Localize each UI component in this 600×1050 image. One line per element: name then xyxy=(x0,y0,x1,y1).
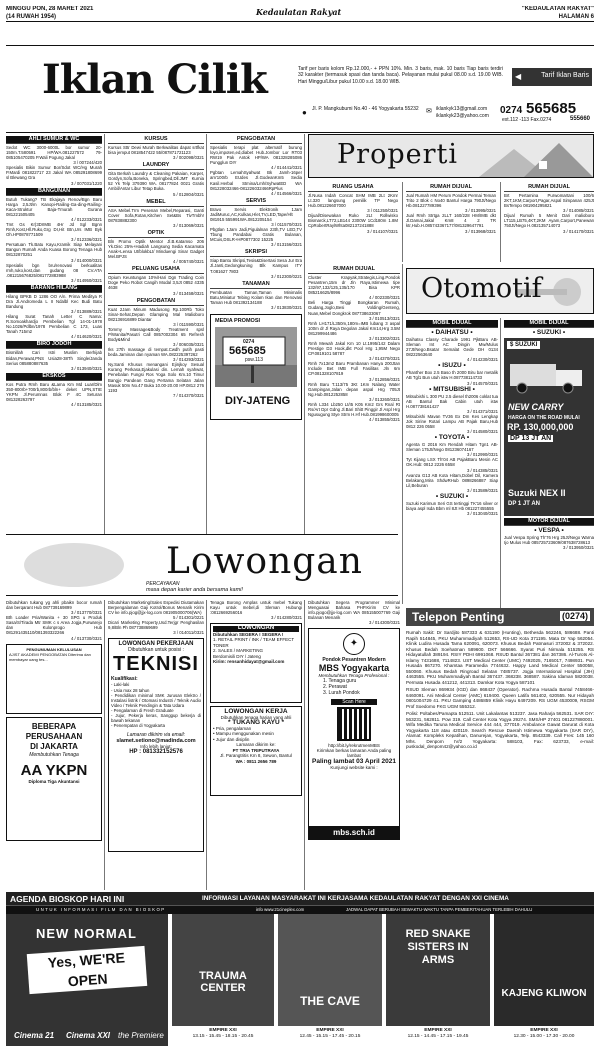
classified-ad: Rmh 7x13m2 Baru Prambanan Hanya 200Jtan Include Bet IMB Full Fasilitas Jln 6m CP.081328107819 xyxy=(308,361,400,377)
bioskop-header xyxy=(6,892,594,906)
telepon-penting-header xyxy=(406,608,594,626)
classified-ad: Dibutuhkan Segera Programmer Minimal Menguasai Bahasa PHP.Kirim CV ke info.pjogo@jjx-log.com WA 085155007769 Gaji Bulanan Menarik xyxy=(308,600,400,621)
section-mobil-dijual: MOBIL DIJUAL xyxy=(504,320,594,328)
ad-code: 3 / 014107/0321 xyxy=(366,228,398,234)
ad-code: 7 / 014370/0321 xyxy=(172,392,204,398)
section-kursus: KURSUS xyxy=(108,136,204,144)
ad-code: 3 / 002098/0321 xyxy=(172,155,204,161)
lowongan-kerja-toner-ad xyxy=(210,623,302,703)
classified-ad: Kursus Sttr Dewi Murah Berkwalitas dapat srtfkat bisa jemput 0818547422 55/087871721123 xyxy=(108,145,204,156)
classified-ad: Pembuatan Taman,Taman Minimalis Batu,Miniatur Tebing Kolam Ikan dan Renovasi Taman Hub 081392134188 xyxy=(210,289,302,305)
section-bangunan: BANGUNAN xyxy=(6,188,102,196)
ad-code: 3 / 013770/0321 xyxy=(70,610,102,616)
poster-title: RED SNAKE SISTERS IN ARMS xyxy=(405,928,471,966)
classified-ad: Ny.Santi Khusus menangani Ejinjkoy Sesual Kurang Perkasa,Ejakulasi din. Lemah syahwat, Penebalan Fungsi Ros Yoga Solo Km.10 Timur Bangjo Pandean Gang Pertama Selatan Jalan Masuk 50m No.47 Buka 10.00-20.00 HP.0812 276 1193 xyxy=(108,362,204,393)
mobil-dijual-column xyxy=(406,318,498,608)
section-title: Iklan Cilik xyxy=(42,56,267,103)
theater-name: EMPIRE XXI xyxy=(209,1028,237,1033)
teknisi-q: - Pendidikan minimal SMK Jurusan Elektro / Instalasi listrik / Otomasi Industri / Teknik Audio Video / Teknik Pendingin & Tata Udara xyxy=(111,692,201,708)
showtimes: 12.15 - 14.45 - 17.15 - 19.45 xyxy=(407,1034,469,1039)
megaphone-icon: ◀ xyxy=(515,72,522,81)
classified-ad: Phanther Box 2.5 Baso th 2000 Biru bar metalik AB Tgl1 Bun utuh istw H.087738114733 xyxy=(406,370,498,381)
ad-code: 3 / 014000/0321 xyxy=(70,257,102,263)
phone-ext: ext.112 -113 Fax.0274 xyxy=(502,117,552,123)
classified-ad: Mitsubishi Mavan TV36 Ex Dm Kes Lengkap Jok Sirine Rotari Lampu AB Pajak Baru,Hub 0812 226 0558 xyxy=(406,413,498,430)
section-mebel: MEBEL xyxy=(108,199,204,207)
car-nex: Suzuki NEX II xyxy=(508,488,566,498)
classified-ad: Kos Putra Rmh Baru &Lama Km Md Luar/Dlm 350-800rb+700rb,800rb/bln+ deket UPN,STIE YKPN Jl.Perumnas Blok F 4C Seturan 081328263797 xyxy=(6,381,102,402)
ad-code: 3 / 014085/0321 xyxy=(562,208,594,214)
ad-code: 3 / 014293/0321 xyxy=(172,357,204,363)
tk-company: PT TRIA TRIPUTRAYA xyxy=(232,747,280,753)
ad-code: 3 / 007031/1220 xyxy=(70,180,102,186)
car-ad-text: HARGA ON THE ROAD MULAI xyxy=(508,415,580,421)
aa-ykpn-logo: AA YKPN xyxy=(20,761,88,779)
ad-code: 3 / 013069/0321 xyxy=(172,222,204,228)
qr-code-icon xyxy=(337,707,371,741)
classified-column-3 xyxy=(210,134,302,534)
section-mobil-dijual: MOBIL DIJUAL xyxy=(406,320,498,328)
teknisi-q: - Usia max 28 tahun xyxy=(111,687,150,693)
email-icon: ✉ xyxy=(426,108,432,115)
poster-title: TRAUMA CENTER xyxy=(199,970,247,994)
classified-ad: Jual Vespa Spring Th'76 Hrg 25Jt/Nego Warna Ijo Mulus Hub 085725723609/087638728613 xyxy=(504,535,594,546)
email-2: iklankyk23@yahoo.com xyxy=(436,113,489,119)
ad-code: 3 / 014370/0321 xyxy=(368,356,400,362)
classified-ad: Dicari Marketing Property,Usd.Terjgr Penghasilan 9,8/Bln Ph 087738869699 xyxy=(108,620,204,631)
classified-ad: Gita Berkah Laundry & Cleaning Pakaian, Karpet, Gordyn,Sofa,Boneka, Springbed,Dll.JMT Kurnia 52 Yk Telp 379390 WA. 08177824 0021 Gratis Ambil/Antar Libur Tetap Buka. xyxy=(108,171,204,192)
classified-ad: Avanza G13 AB Kota Hitam,Dobel Dil, Kamera Belakang,Mira ShdwRHub 0898266887 Siap Lil,Beburan xyxy=(406,472,498,488)
bp-line2: PERUSAHAAN xyxy=(25,731,83,741)
showtimes: 13.15 - 15.45 - 18.15 - 20.45 xyxy=(192,1034,254,1039)
ad-code: 3 / 012300/0221 xyxy=(270,273,302,279)
teknisi-q: - Pengalaman di Fresh Graduate xyxy=(111,707,174,713)
lowongan-tag1: PERCAYAKAN xyxy=(146,581,180,587)
classified-ad: Tenaga Borong Amplas untuk mebel Tukang Kayu untuk mebel,di Sleman Hubungi :0812669256016 xyxy=(210,600,302,616)
ad-code: 3 / 013458/0321 xyxy=(172,290,204,296)
classified-ad: ASA Mebel.Trm Pesenan Mebel,Reparasi, Ganti Cover Sofa,Rotan,Kitchen Set&Bs TivTmbh! 087838882300 xyxy=(108,207,204,223)
ad-code: 3 / 013889/0321 xyxy=(70,309,102,315)
address-pin-icon: ● xyxy=(302,108,307,117)
classified-ad: Persatuan Tk.Batu Kayu,Kramik Siap Melayani Bangun Rumah Anda Kuasa Borong Tenaga Hub 08132870251 xyxy=(6,242,102,258)
movie-poster-cave xyxy=(278,914,382,1026)
mbs-web: mbs.sch.id xyxy=(309,826,399,839)
otomotif-header xyxy=(406,268,594,314)
lk-header: LOWONGAN xyxy=(213,626,299,632)
lowongan-title: Lowongan xyxy=(166,541,363,582)
tk-line: WA : 0811 2656 789 xyxy=(235,758,277,764)
classified-ad: Dijual Rumah 5 Menit Dari malioboro LT115,LB75,4KT,2KM Ayam,Carport,Panewan 750Jt/Nego H.082135714073 xyxy=(504,213,594,229)
mbs-req: 3. Lurah Pondok xyxy=(323,690,360,697)
ad-code: 3 / 012336/0321 xyxy=(70,237,102,243)
ad-code: 4 / 005740/0321 xyxy=(172,259,204,265)
section-barang-hilang: BARANG HILANG xyxy=(6,285,102,293)
classified-ad: Hilang Surat Tanah Letter C Nama: R.Somoakhardjo Pembelian Tgl 14-01-1978 No.1026/Pdlbn/1978 Pembelian C 173, Luas Tanah 715m2 xyxy=(6,314,102,335)
properti-header xyxy=(308,134,594,178)
classified-ad: Dibutuhkan tukang yg ahli pbaikn bocor rumah dan berqarant Hub 087739169899 xyxy=(6,600,102,611)
ad-code: 3 / 014950/0321 xyxy=(70,277,102,283)
phone-number: 565685 xyxy=(526,100,577,117)
tarif-badge: ◀ Tarif Iklan Baris xyxy=(512,68,592,86)
car-model: NEW CARRY xyxy=(508,402,564,412)
handshake-illustration xyxy=(14,535,134,595)
page-number: HALAMAN 6 xyxy=(558,14,594,20)
strip-mid: info www.21cineplex.com xyxy=(256,907,305,912)
tk-line: • Jujur dan disiplin xyxy=(213,736,250,742)
classified-ad: Tommy Massage&Body Treatment spsl P/Wanita/Pasutri Call 0857002304 65 Refresh Body&Mind xyxy=(108,326,204,342)
ad-code: 4 / 002330/0321 xyxy=(368,295,400,301)
section-rumah-dijual: RUMAH DIJUAL xyxy=(406,184,496,192)
teknisi-q: - Laki-laki xyxy=(111,682,130,688)
classified-ad: Kuat 2Jam Minum Madusong Rp.100Rb Toko Sinar-Sehat,Depan Glamping Mal Malioboro 082136916899 Diantar xyxy=(108,306,204,322)
address: Jl. P. Mangkubumi No.40 - 46 Yogyakarta 55232 xyxy=(312,106,419,112)
properti-title: Properti xyxy=(337,139,458,170)
issue-date: MINGGU PON, 28 MARET 2021 xyxy=(6,6,94,12)
classified-ad: Pbgtlan 1Jam Jadi,Pigulalnan 23th,TV LED,TV Tbung Pandabai Gratis Bulanan, MCuis,DSLR+HP0877302 15225 xyxy=(210,227,302,243)
section-pengobatan: PENGOBATAN xyxy=(108,298,204,306)
classified-ad: Agenta G 2016 Km Rendah Hitam Tgn1 AB-Sleman 175Jt/Nego 081236074167 xyxy=(406,442,498,453)
section-motor-dijual: MOTOR DIJUAL xyxy=(504,518,594,526)
logo-cinema21: Cinema 21 xyxy=(14,1031,55,1040)
classified-ad: Bismillah Cari Istri Muslim Berhijab Bidan,Perawat,PNS Usia28-38Th Single/Janda Serius 085880887635 xyxy=(6,350,102,366)
mbs-req: 1. Tenaga guru xyxy=(323,678,357,685)
mbs-name: MBS Yogyakarta xyxy=(318,663,390,674)
ad-code: 5 / 012804/0321 xyxy=(172,191,204,197)
classified-ad: Bravo Servis Elektronik 1Jam JadiMuruc,AC,Kulkas,Hlet,TV,LED,Tape/Hlt 081915 555991WA.0812205154 xyxy=(210,206,302,222)
section-biro-jodoh: BIRO JODOH xyxy=(6,341,102,349)
bp-line3: DI JAKARTA xyxy=(30,741,78,751)
ad-code: 3 / 014570/0321 xyxy=(466,380,498,386)
tukang-kayu-ad xyxy=(210,706,302,796)
teknisi-ad xyxy=(108,638,204,852)
lowongan-column-3 xyxy=(210,600,302,890)
schedule-2 xyxy=(278,1028,382,1040)
ad-code: 3 / 013830/0321 xyxy=(270,304,302,310)
pengumuman-text: AJIST AKADEMI PENGOBATAN Diterima dan membayar uang tes... xyxy=(9,651,91,662)
brand-daihatsu: • DAIHATSU • xyxy=(431,329,473,336)
media-promosi-title: MEDIA PROMOSI xyxy=(215,317,261,324)
brand-mitsubishi: • MITSUBISHI • xyxy=(429,385,475,393)
car-dp-line: DP 1 JT AN xyxy=(508,501,541,507)
section-peluang-usaha: PELUANG USAHA xyxy=(108,266,204,274)
telepon-polisi: Polisi: Poltabes/Pamapta 512511. Unit Lakalantas 513237. Jasa Raharja 562531. SAR DIY: 563231, 562811. Pow 319. Call Center Kota Yogya 29274. SMS/HP 27401 081227880001. Wifa Medika Taruna Medical Service 444 444, 377019. Ambulance Gawat Darurat di Kota Yogyakarta 118 atau 420119. Search Rescue Daerah Istimewa Yogyakarta (SAR DIY), Alamat: Kompleks Kepatihan, Danurejan, Yogyakarta, Telp. 8543339. Call Fres: 145 160 Mhs. Denpom IV/2 Yogyakarta: 588103, Fax: 623733, e-mail: puskodal_denpom42@yahoo.co.id xyxy=(406,711,594,749)
ad-code: 4 / 013185/0321 xyxy=(70,402,102,408)
classified-ad: Cluster Krapyak,Strategis,Ling.Pondok Pesantren,15m dr Jln Raya,Istimewa tipe 132/97,132/125,135/170 Bisa KPR 085216625/8996 xyxy=(308,275,400,296)
telepon-title: Telepon Penting xyxy=(412,610,505,624)
teknisi-hp: HP : 081332152576 xyxy=(129,749,183,756)
schedule-4 xyxy=(494,1028,594,1040)
teknisi-kualifikasi: Kualifikasi: xyxy=(111,676,138,683)
classified-ad: Rmh L334 Lb250 Lt/I5 K05 Km2 Grs Rnal Rt Rs/Art Dpr Gdng Jl.Bari Shitt Pinggir Jl Aspl Hrg Ngusugung Stye Strm H.Hf Hub.081998600005 xyxy=(308,401,400,417)
ad-code: 3 / 014300/0321 xyxy=(368,620,400,626)
mobil-dijual-column-2 xyxy=(504,318,594,608)
section-tanaman: TANAMAN xyxy=(210,281,302,289)
classified-ad: Opium Keuntungan 10%/Hari Dgn Trading Coin Doge Peko Robot Cangih Modal 3,5Jt 0852 4335 4638 xyxy=(108,275,204,291)
car-dp: DP 13 JT AN xyxy=(510,435,552,442)
ad-code: 4 / 014566/0321 xyxy=(270,190,302,196)
ad-code: 3 / 010513/0321 xyxy=(368,315,400,321)
ad-code: 3 / 014280/0321 xyxy=(270,615,302,621)
classified-ad: Sedot WC 3000-6000L bor sumur 20-150m.T.580591 HP/WA.081227572 79-085105470205 P.Wali Pogung Jakal xyxy=(6,145,102,161)
ad-code: 3 / 011250/0321 xyxy=(367,208,398,214)
tk-header: LOWONGAN KERJA xyxy=(224,708,288,716)
mbs-line: Kunjungi website kami : xyxy=(330,765,378,771)
teknisi-sub: Dibutuhkan untuk posisi : xyxy=(128,647,184,654)
movie-poster-red-snake xyxy=(386,914,490,1026)
ad-code: 3 / 013156/0321 xyxy=(270,242,302,248)
suzuki-logo: $ SUZUKI xyxy=(507,341,540,349)
classified-ad: Spesialis bgn bru/renovasi berkualitas rmh,ruko,kost,dan gudang 08 CV.ATA .081215676825/081772883988 xyxy=(6,262,102,278)
classified-ad: Daihatsu Classy Charade 1991 PjkBaru AB-Sleman Int AC Dingin Mw/Mulus 27Jt/Nego.Bsatar Semalat Gede DH 0134 08222563640 xyxy=(406,337,498,358)
mp-brand: DIY-JATENG xyxy=(225,394,291,407)
fax-number: 555660 xyxy=(570,116,591,122)
lowongan-tag2: masa depan karier anda bersama kami! xyxy=(146,587,243,593)
logo-cinemaxxi: Cinema XXI xyxy=(66,1031,111,1040)
iklan-cilik-banner xyxy=(6,28,594,132)
pengumuman-box xyxy=(6,644,102,714)
classified-ad: Tmt Gs Kr)3DrIMB 4Hr Jd Sgl Bgnn Rmh,Kost,Hll.Ruko,Grg DI,Hit Btn,Urs IMB Byk Oh.HP0878771509 xyxy=(6,221,102,238)
classified-ad: Tyt Kijang LSX Th'04 AB PajakBaru Mesin AC OK.Hub: 0812 2226 6558 xyxy=(406,457,498,468)
mp-phone-prefix: 0274 xyxy=(243,338,255,345)
classified-ad: Butuh Tukang? TB Ekajaya Renov/Bgn Baru Harga 2,5Jt/m Kanopi-Railing-Ga-ding-Railing-Kaca-Struktur Baja-Tmurah Gurana 081221505405 xyxy=(6,196,102,217)
brand-isuzu: • ISUZU • xyxy=(438,362,466,370)
teknisi-q: - Penempatan di Yogyakarta xyxy=(111,723,165,729)
schedule-1 xyxy=(172,1028,274,1040)
bioskop-strip xyxy=(6,906,594,914)
ad-code: 5 / 014301/0221 xyxy=(172,615,204,621)
classified-ad: Beli Harga Tinggi Bongkaran Rumah, Gudang,Joglo,Besi Volding/Genteng, Nuan,Mebel Dongkrok 087738633067 xyxy=(308,300,400,316)
lk-line: Dibutuhkan SEGERA ! SEGERA ! xyxy=(213,631,284,637)
telepon-rs: Rumah Sakit: Dr Sardjito 587333 & 631190 (Hunting), Bethesda 562246, 586688. Panti Rapih 514845, PKU Muhammadiyah 512653, RS-UD Kota 371195. Mata Dr Yap 562054. Klinik Ludira Husada Tama 620091, 620073. Khusus Bedah Patmasuri 372002 & 372022. Khusus Bedah Soehatman 589600. DKT 566666. Syarat Puri Nirmala 515255. RS Hidayatullah 389194. RSIY PDHI 6991068. RSUD Bantul 367381 dan 367386. Al-Turots Al-Islamy 7431688, 7114823. UST Medical Center (UMC) 7492025, 7165017, 7498931. Pun Husada 867270. Khamtaa Paramedia 7744632. Happy Land Medical Center 550058, 550060. Khusus Bedah Ringroad Selatan 7485737. Jogja International Hospital (JIH) 4463555. PKU Muhammadiyah Bantul 367437. 368238. 368587. Sakina Idaman 5820038. Permata Husada 441212, 441313. Damkar Kota Yogya 587101 xyxy=(406,630,594,685)
ad-code: 3 / 014371/0321 xyxy=(466,408,498,414)
brand-suzuki: • SUZUKI • xyxy=(532,329,566,336)
classified-ad: Iks 27th massage di tempat.Cwdh putih pasti beda.Jaminan dan nyaman WA.082225397262 xyxy=(108,347,204,358)
teknisi-big: TEKNISI xyxy=(113,653,199,676)
tk-line: Dibutuhkan tenaga harian yang ahli xyxy=(220,714,292,720)
ad-code: 3 / 011590/0321 xyxy=(173,321,204,327)
tk-big: * TUKANG KAYU * xyxy=(227,719,285,727)
classified-ad: Dijual/Disewakan Ruko 2Lt Rollwisko Bismarck,LT72,LB144 2300W 1Cd180m 1.8M CpRobertRaylWhta082137241888 xyxy=(308,213,398,229)
classified-ad: Spesialis Bikin Sumur Bor/Sdot WC/Hg Murah P.Mardi 081822717 23 Jakal WA 085291808699 sl Blewang Gra xyxy=(6,165,102,181)
mbs-deadline: Paling lambat 03 April 2021 xyxy=(312,758,396,766)
theater-name: EMPIRE XXI xyxy=(424,1028,452,1033)
lowongan-banner xyxy=(6,534,398,596)
lowongan-column-4 xyxy=(308,600,400,890)
ad-code: 3 / 013589/0321 xyxy=(466,487,498,493)
ad-code: 3 / 014385/0321 xyxy=(466,467,498,473)
section-ruang-usaha: RUANG USAHA xyxy=(308,184,398,192)
theater-name: EMPIRE XXI xyxy=(316,1028,344,1033)
ad-code: 3 / 011570/0321 xyxy=(271,222,302,228)
mbs-sub: Membutuhkan Tenaga Profesional : xyxy=(318,673,390,679)
mbs-line: Kirimkan berkas lamaran Anda paling lambat xyxy=(316,748,392,759)
ad-code: 3 / 013995/0321 xyxy=(464,208,496,214)
masthead-logo: Kedaulatan Rakyat xyxy=(256,7,342,17)
section-rumah-dijual: RUMAH DIJUAL xyxy=(308,266,400,274)
ad-code: 3 / 007244/420 xyxy=(73,160,102,166)
classified-ad: Brt Pertamina Purwomartani 100/6 2KT,1KM,Carport,Pagar,Aspal Simpanan 425Jt BsTempo 081904295821 xyxy=(504,193,594,209)
ad-code: 4 / 014441/0321 xyxy=(270,165,302,171)
lowongan-column-1 xyxy=(6,600,102,890)
section-laundry: LAUNDRY xyxy=(108,162,204,170)
poster-banner: Yes, WE'RE OPEN xyxy=(27,946,148,994)
teknisi-email: slamet.setiono@madinda.com xyxy=(116,738,196,745)
teknisi-q: - Jujur, Pekerja keras, Sanggup bekerja di bawah tekanan xyxy=(111,713,201,724)
beberapa-perusahaan-ad xyxy=(6,717,102,841)
lk-line: 2. SALES / MARKETING xyxy=(213,648,264,654)
section-ahli-sumur: AHLI SUMUR & WC xyxy=(6,136,102,144)
classified-ad: Rmh Mewah Jakal Km 10 Lt.1995/142 Dalam Prestige D3 Hook,dkt Pool Hrg 1,95M Nego CP.0819101 58787 xyxy=(308,340,400,357)
poster-title: THE CAVE xyxy=(300,994,360,1008)
classified-ad: Spesialis terapi plat alternatif burung loyo,impoten,ed,diabet Hub.Jombor Lor RT03 RW19 Pak Antok HP/WA 081328285086 Pungglun DIY xyxy=(210,145,302,166)
ad-code: 3 / 013940/0321 xyxy=(70,365,102,371)
hijri-date: (14 RUWAH 1954) xyxy=(6,14,57,20)
classified-ad: Hilang BPKB D 1286 OO A/n. Prima Meditya R Dra Jl.Andromeda L II Ndalbl Kec Budi Batu Bandung xyxy=(6,293,102,309)
lk-line: 1. RETAIL PRINT / INK / TEAM EFFECT TONER xyxy=(213,637,295,648)
mbs-req: 2. Perawat xyxy=(323,684,347,691)
telepon-penting-text xyxy=(406,630,594,890)
section-pengobatan: PENGOBATAN xyxy=(210,136,302,144)
brand-toyota: • TOYOTA • xyxy=(434,434,470,442)
ad-code: 4 / 014620/0321 xyxy=(70,334,102,340)
classified-ad: Rmh LH171/L350m,180m=IMB lubang 3 aspal 100m dr Jl Raya Degolan Jakal Km14,Hrg 3.5M 081299944486 xyxy=(308,320,400,336)
bp-line4: Membutuhkan Tenaga xyxy=(29,751,79,758)
classified-ad: Dibutuhkan Marketing/Sales Espedisi Diutamakan Berpengalaman Gaji Kotrol/Bonus Menarik Kirim CV ke info.pjog@jjx-log.com 081905000706(WA) xyxy=(108,600,204,616)
mbs-link: http://bit.ly/rekrutmenMBS xyxy=(328,743,380,749)
telepon-code: (0274) xyxy=(561,611,588,621)
brand-vespa: • VESPA • xyxy=(534,527,564,534)
new-normal-poster xyxy=(6,914,168,1046)
section-optik: OPTIK xyxy=(108,230,204,238)
ad-code: 3 / 013950/0321 xyxy=(562,545,594,551)
section-servis: SERVIS xyxy=(210,198,302,206)
rumah-dijual-column xyxy=(308,264,400,534)
ad-code: 4 / 013855/0321 xyxy=(368,417,400,423)
slogan: "KEDAULATAN RAKYAT" xyxy=(521,6,594,12)
brand-suzuki: • SUZUKI • xyxy=(435,492,469,500)
lowongan-column-2 xyxy=(108,600,204,890)
section-rumah-dijual: RUMAH DIJUAL xyxy=(504,184,594,192)
classified-ad: Jual Rmh Strtga 2LLT 160/228 HM/IMB dkt Jl.Damai,Jakal Km8 4 2 TR ktr,Hub.H.085743367177/081329647791 xyxy=(406,213,496,229)
lk-line: Berdomisili DIY / Jateng xyxy=(213,653,261,659)
suzuki-carry-ad xyxy=(504,338,594,516)
classified-ad: Siap Bantu Skripsi,Tesis&Disertasi Sesa Jur Era Jl.Janti,Gedongkuning Blk Kampus ITY T.081627 7803 xyxy=(210,258,302,274)
tarif-text: Tarif per baris kolom Rp.12.000,- + PPN 10%. Min. 3 baris, mak. 10 baris Tiap baris terdiri 32 karakter (termasuk spasi dan tanda baca). Pelayanan mulai pukul 08.00 s.d. 19.00 WIB. Hari Minggu/Libur pukul 10.00 s.d. 18.00 WIB. xyxy=(298,66,503,85)
telepon-rs2: RSUD Sleman 869934 (IGD) dan 868437 (Operator). Rachma Husada Bantul 7458466-6460091. Ani Medical Center (AMC) 619400. Queen Latifa 561402, 620555. Nur Hidayah 0801004729 41. PKU Gamping 4486859 Klinik Hayu 6497209. RS UGM 4530009, RSGM Prof Soedomo FKG UGM 555312. xyxy=(406,687,594,709)
otomotif-title: Otomotif xyxy=(421,273,542,304)
classified-column-1 xyxy=(6,134,102,488)
teknisi-info: Info lebih lanjut: xyxy=(140,744,172,750)
schedule-3 xyxy=(386,1028,490,1040)
tk-line: • Pria, pengalaman xyxy=(213,725,252,731)
section-ekskos: EKSKOS xyxy=(6,373,102,381)
strip-left: UNTUK INFORMASI FILM DAN BIOSKOP xyxy=(36,907,166,912)
movie-poster-trauma xyxy=(172,914,274,1026)
classified-ad: Jual Rumah HM Perum Pondok Permai Teman Trito 2 Blok c No40 Bantul Harga 790Jt/Nego Hb.081227789396 xyxy=(406,193,496,209)
pengumuman-title: PENGUMUMAN KELULUSAN xyxy=(26,646,82,652)
mp-ext: psw.113 xyxy=(245,356,263,363)
classified-ad: Rmh Baru T.113/75 3Kt 1Km Nalang Water Gampingan,Jalan depan aspal Hrg 705Jt Ng.Hub.0812252858 xyxy=(308,381,400,397)
bioskop-title: AGENDA BIOSKOP HARI INI xyxy=(10,894,125,904)
mbs-scan: Scan Here xyxy=(331,699,377,705)
mp-phone: 565685 xyxy=(229,344,266,357)
classified-ad: Suzuki Karimun Seri GS tertinggi TK'16 silver or biaya aspl Isda Bbm ml 8Jt Hb 081227455555 xyxy=(406,500,498,511)
classified-ad: Mitsubishi L 300 PU 2.5 diesel th2006 coklat tua AB Bantul Bak Cabin utuh istw H.087738161427 xyxy=(406,393,498,409)
ad-code: 3 / 013968/0321 xyxy=(464,228,496,234)
poster-title: KAJENG KLIWON xyxy=(501,988,587,999)
teknisi-header: LOWONGAN PEKERJAAN xyxy=(118,641,194,648)
email-1: iklankyk13@gmail.com xyxy=(436,106,488,112)
ad-code: 3 / 013260/0321 xyxy=(368,396,400,402)
ad-code: 3 / 014011/0321 xyxy=(173,630,204,636)
ad-code: 3 / 006035/0321 xyxy=(172,342,204,348)
mbs-header: Pondok Pesantren Modern xyxy=(322,657,386,664)
media-promosi-ad xyxy=(210,314,302,420)
bp-line1: BEBERAPA xyxy=(31,721,77,731)
tk-line: Jl. Parangtritis Km 8, Sewon, Bantul xyxy=(220,753,292,759)
bioskop-subtitle: INFORMASI LAYANAN MASYARAKAT INI KERJASAMA KEDAULATAN RAKYAT DENGAN XXI CINEMA xyxy=(202,895,509,902)
ad-code: 4 / 012233/0321 xyxy=(70,216,102,222)
ad-code: 3 / 014580/0321 xyxy=(466,429,498,435)
showtimes: 12.45 - 15.15 - 17.45 - 20.15 xyxy=(299,1034,361,1039)
ad-code: 3 / 013302/0321 xyxy=(368,335,400,341)
theater-name: EMPIRE XXI xyxy=(530,1028,558,1033)
classified-ad: Bth Loader Pria/Wanita + 30 SPG u Produk Sasa/S/Tirada Mtr SMK c s Area Jogja,Purwarejo dan Kulonprogo Hub 081291435110/081393322266 xyxy=(6,615,102,636)
aa-ykpn-tagline: Diploma Tiga Akuntansi xyxy=(28,778,80,784)
logo-premiere: the Premiere xyxy=(118,1031,164,1040)
movie-poster-kajeng xyxy=(494,914,594,1026)
showtimes: 12.30 - 15.00 - 17.30 - 20.00 xyxy=(513,1034,575,1039)
strip-right: JADWAL DAPAT BERUBAH SEWAKTU-WAKTU TANPA PEMBERITAHUAN TERLEBIH DAHULU xyxy=(346,907,533,912)
mbs-crest-icon: ✦ xyxy=(343,633,365,655)
lk-line: Kirim: rensanhidayat@gmail.com xyxy=(213,659,285,665)
mbs-ad xyxy=(308,628,400,840)
ad-code: 3 / 012856/0321 xyxy=(368,376,400,382)
teknisi-lamaran: Lamaran dikirim via email: xyxy=(126,732,186,739)
tk-line: Lamaran dikirim ke: xyxy=(236,742,276,748)
ad-code: 4 / 014230/0321 xyxy=(466,357,498,363)
ad-code: 4 / 013730/0321 xyxy=(70,635,102,641)
section-skripsi: SKRIPSI xyxy=(210,249,302,257)
car-price: RP. 130,000,000 xyxy=(507,422,574,432)
classified-ad: Pgbtan LemahSyahwat Bk Jamh-16per am'100rb EUdes Jl.GodeanKm5 Sedia Kasil.Herbal Stmina/Lmh/SyhwatED WA 081228032466-081226032466RpPlus xyxy=(210,170,302,191)
phone-prefix: 0274 xyxy=(500,105,523,116)
poster-headline: NEW NORMAL xyxy=(36,926,137,941)
classified-ad: Jl.Nusa Indah Concat SHM IMB 2Lt 2Kmr Lt.320 langsung pemilik TP Nego Hub.081226607000 xyxy=(308,193,398,209)
ad-code: 3 / 014170/0321 xyxy=(562,228,594,234)
classified-column-2 xyxy=(108,134,204,534)
classified-ad: Bln Promo Optik Mentor Jl.B.Katamso 206 Yk.Disc 25%+Hadiah Langsung Sedia Kacamata Anak+Lensa Ut/blokbLt/ Minduengi Sinar Gadget Mel.BPJS xyxy=(108,238,204,260)
suzuki-s-icon: $ xyxy=(510,342,516,348)
ad-code: 3 / 013040/0321 xyxy=(466,510,498,516)
ad-code: 3 / 012990/0321 xyxy=(466,452,498,458)
truck-illustration xyxy=(504,352,594,402)
tk-line: • Mampu menggunakan mesin xyxy=(213,731,274,737)
